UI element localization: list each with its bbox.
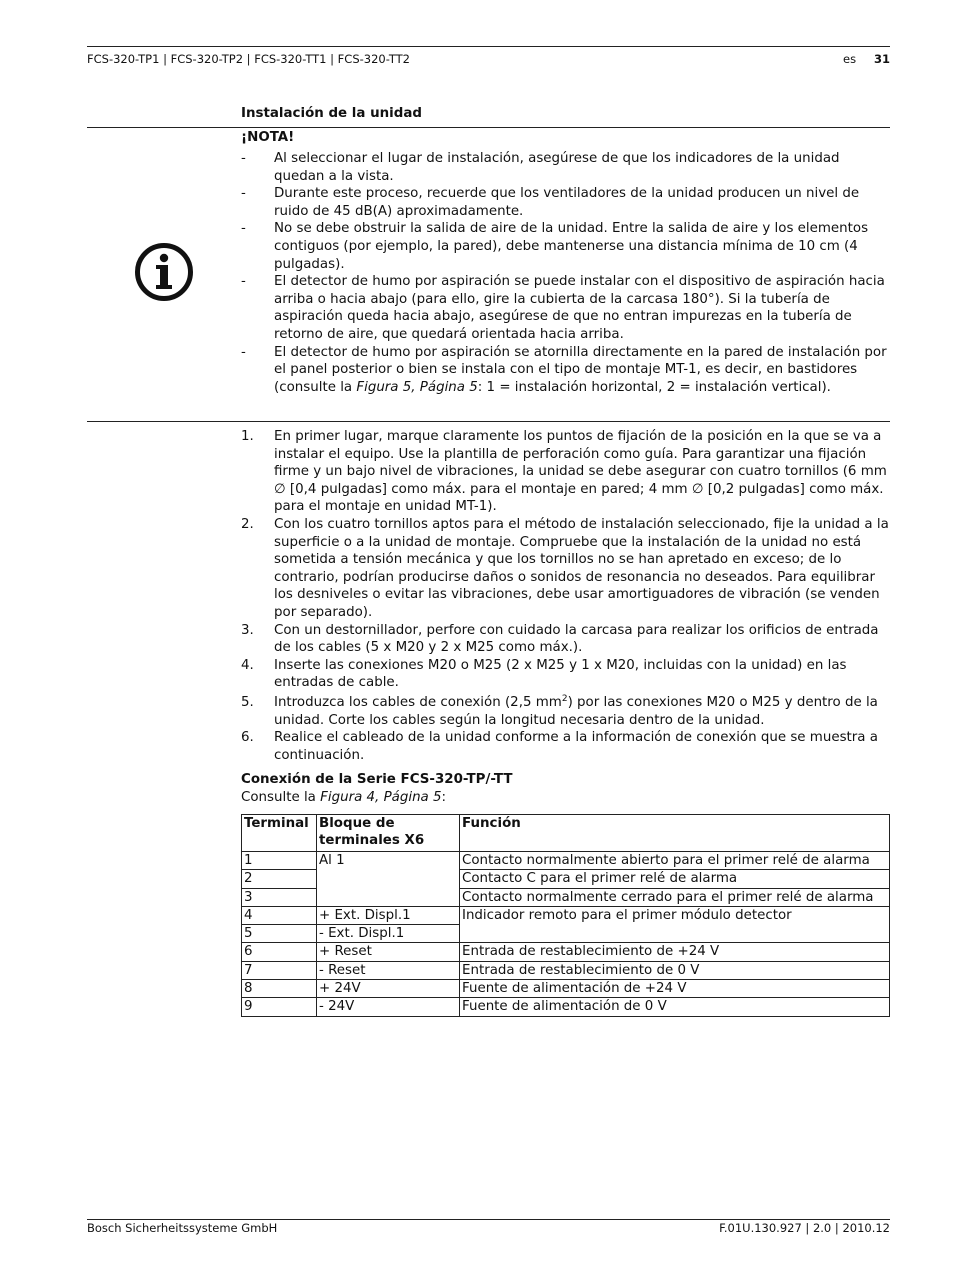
reference-prefix: Consulte la xyxy=(241,790,321,805)
table-row xyxy=(242,906,890,924)
note-title: ¡NOTA! xyxy=(241,130,295,145)
step-number: 1. xyxy=(241,429,254,444)
step-number: 2. xyxy=(241,516,254,532)
note-bullet-text: Al seleccionar el lugar de instalación, asegúrese de que los indicadores de la unidad quedan a la vista. xyxy=(274,151,840,184)
header-rule xyxy=(87,46,890,47)
connection-title: Conexión de la Serie FCS-320-TP/-TT xyxy=(241,772,513,787)
cell-block: + Ext. Displ.1 xyxy=(317,906,460,924)
header-page-number: 31 xyxy=(874,52,891,66)
installation-steps xyxy=(241,428,889,764)
note-bullet xyxy=(241,220,889,273)
step-text: Realice el cableado de la unidad conforme a la información de conexión que se muestra a continuación. xyxy=(274,730,878,763)
bullet-dash: - xyxy=(241,274,246,290)
reference-figure: Figura 4, Página 5 xyxy=(320,790,442,805)
step-item xyxy=(241,657,889,692)
step-number: 5. xyxy=(241,694,254,710)
step-number: 4. xyxy=(241,657,254,673)
info-icon xyxy=(134,242,194,302)
cell-block: Al 1 xyxy=(317,852,460,907)
cell-terminal: 7 xyxy=(242,961,317,979)
step-text: Introduzca los cables de conexión (2,5 $mm^2$) por las conexiones M20 o M25 y dentro de la unidad. Corte los cables según la longitud necesaria dentro de la unidad. xyxy=(274,693,878,728)
header-terminal: Terminal xyxy=(242,815,317,852)
step-number: 6. xyxy=(241,730,254,746)
cell-block: - Ext. Displ.1 xyxy=(317,925,460,943)
header-lang: es xyxy=(843,52,857,66)
cell-function: Contacto normalmente cerrado para el primer relé de alarma xyxy=(460,888,890,906)
step-item xyxy=(241,516,889,622)
note-top-rule xyxy=(87,127,890,128)
cell-block: - Reset xyxy=(317,961,460,979)
step-text: Con los cuatro tornillos aptos para el método de instalación seleccionado, fije la unidad a la superficie o a la unidad de montaje. Compruebe que la instalación de la unidad no está sometida a tensión mecánica y que los tornillos no se han apretado en exceso; de lo contrario, podrían producirse daños o sonidos de resonancia no deseados. Para equilibrar los desniveles o evitar las vibraciones, debe usar amortiguadores de vibración (se venden por separado). xyxy=(274,516,889,620)
note-bullet-text: El detector de humo por aspiración se atornilla directamente en la pared de instalación por el panel posterior o bien se instala con el tipo de montaje MT-1, es decir, en bastidores (consulte la Figura 5, Página 5: 1 = instalación horizontal, 2 = instalación vertical). xyxy=(274,344,887,395)
cell-terminal: 5 xyxy=(242,925,317,943)
note-bullet-text: No se debe obstruir la salida de aire de la unidad. Entre la salida de aire y los elementos contiguos (por ejemplo, la pared), debe mantenerse una distancia mínima de 10 cm (4 pulgadas). xyxy=(274,221,869,272)
cell-terminal: 8 xyxy=(242,980,317,998)
table-row xyxy=(242,852,890,870)
step-text: Con un destornillador, perfore con cuidado la carcasa para realizar los orificios de entrada de los cables (5 x M20 y 2 x M25 como máx.). xyxy=(274,622,879,656)
cell-terminal: 3 xyxy=(242,888,317,906)
bullet-dash: - xyxy=(241,186,246,202)
cell-function: Entrada de restablecimiento de 0 V xyxy=(460,961,890,979)
bullet-dash: - xyxy=(241,151,246,166)
footer-rule xyxy=(87,1219,890,1220)
cell-function: Contacto C para el primer relé de alarma xyxy=(460,870,890,888)
table-row xyxy=(242,961,890,979)
cell-terminal: 9 xyxy=(242,998,317,1016)
bullet-dash: - xyxy=(241,344,246,360)
header-models: FCS-320-TP1 | FCS-320-TP2 | FCS-320-TT1 | FCS-320-TT2 xyxy=(87,52,410,66)
table-header-row xyxy=(242,815,890,852)
note-bottom-rule xyxy=(87,421,890,422)
section-title: Instalación de la unidad xyxy=(241,106,422,121)
cell-function: Entrada de restablecimiento de +24 V xyxy=(460,943,890,961)
header-block: Bloque de terminales X6 xyxy=(317,815,460,852)
step-number: 3. xyxy=(241,622,254,638)
step-text: En primer lugar, marque claramente los puntos de fijación de la posición en la que se va a instalar el equipo. Use la plantilla de perforación como guía. Para garantizar una fijación firme y un bajo nivel de vibraciones, la unidad se debe asegurar con cuatro tornillos (6 mm ∅ [0,4 pulgadas] como máx. para el montaje en pared; 4 mm ∅ [0,2 pulgadas] como máx. para el montaje en unidad MT-1). xyxy=(274,429,887,515)
table-row xyxy=(242,943,890,961)
header-function: Función xyxy=(460,815,890,852)
note-bullet-text: El detector de humo por aspiración se puede instalar con el dispositivo de aspiración hacia arriba o hacia abajo (para ello, gire la cubierta de la carcasa 180°). Si la tubería de aspiración queda hacia abajo, asegúrese de que no entran impurezas en la tubería de retorno de aire, que quedará orientada hacia arriba. xyxy=(274,274,885,342)
bullet-dash: - xyxy=(241,221,246,237)
note-bullet-text: Durante este proceso, recuerde que los ventiladores de la unidad producen un nivel de ruido de 45 dB(A) aproximadamente. xyxy=(274,186,860,219)
note-bullet xyxy=(241,185,889,220)
cell-function: Contacto normalmente abierto para el primer relé de alarma xyxy=(460,852,890,870)
note-bullet-list xyxy=(241,150,889,396)
step-item xyxy=(241,622,889,657)
table-row xyxy=(242,998,890,1016)
reference-suffix: : xyxy=(441,790,447,805)
cell-block: + 24V xyxy=(317,980,460,998)
cell-function: Fuente de alimentación de +24 V xyxy=(460,980,890,998)
cell-function: Fuente de alimentación de 0 V xyxy=(460,998,890,1016)
table-row xyxy=(242,980,890,998)
cell-block: - 24V xyxy=(317,998,460,1016)
cell-terminal: 6 xyxy=(242,943,317,961)
cell-function: Indicador remoto para el primer módulo detector xyxy=(460,906,890,943)
footer-document-id: F.01U.130.927 | 2.0 | 2010.12 xyxy=(719,1221,890,1235)
step-text: Inserte las conexiones M20 o M25 (2 x M25 y 1 x M20, incluidas con la unidad) en las entradas de cable. xyxy=(274,657,847,691)
footer-company: Bosch Sicherheitssysteme GmbH xyxy=(87,1221,278,1235)
note-bullet xyxy=(241,150,889,185)
step-item xyxy=(241,729,889,764)
cell-block: + Reset xyxy=(317,943,460,961)
cell-terminal: 1 xyxy=(242,852,317,870)
step-item xyxy=(241,694,889,729)
connection-reference xyxy=(241,789,446,807)
step-item xyxy=(241,428,889,516)
note-bullet xyxy=(241,273,889,343)
cell-terminal: 4 xyxy=(242,906,317,924)
cell-terminal: 2 xyxy=(242,870,317,888)
note-bullet xyxy=(241,344,889,397)
terminal-table xyxy=(241,814,890,1017)
